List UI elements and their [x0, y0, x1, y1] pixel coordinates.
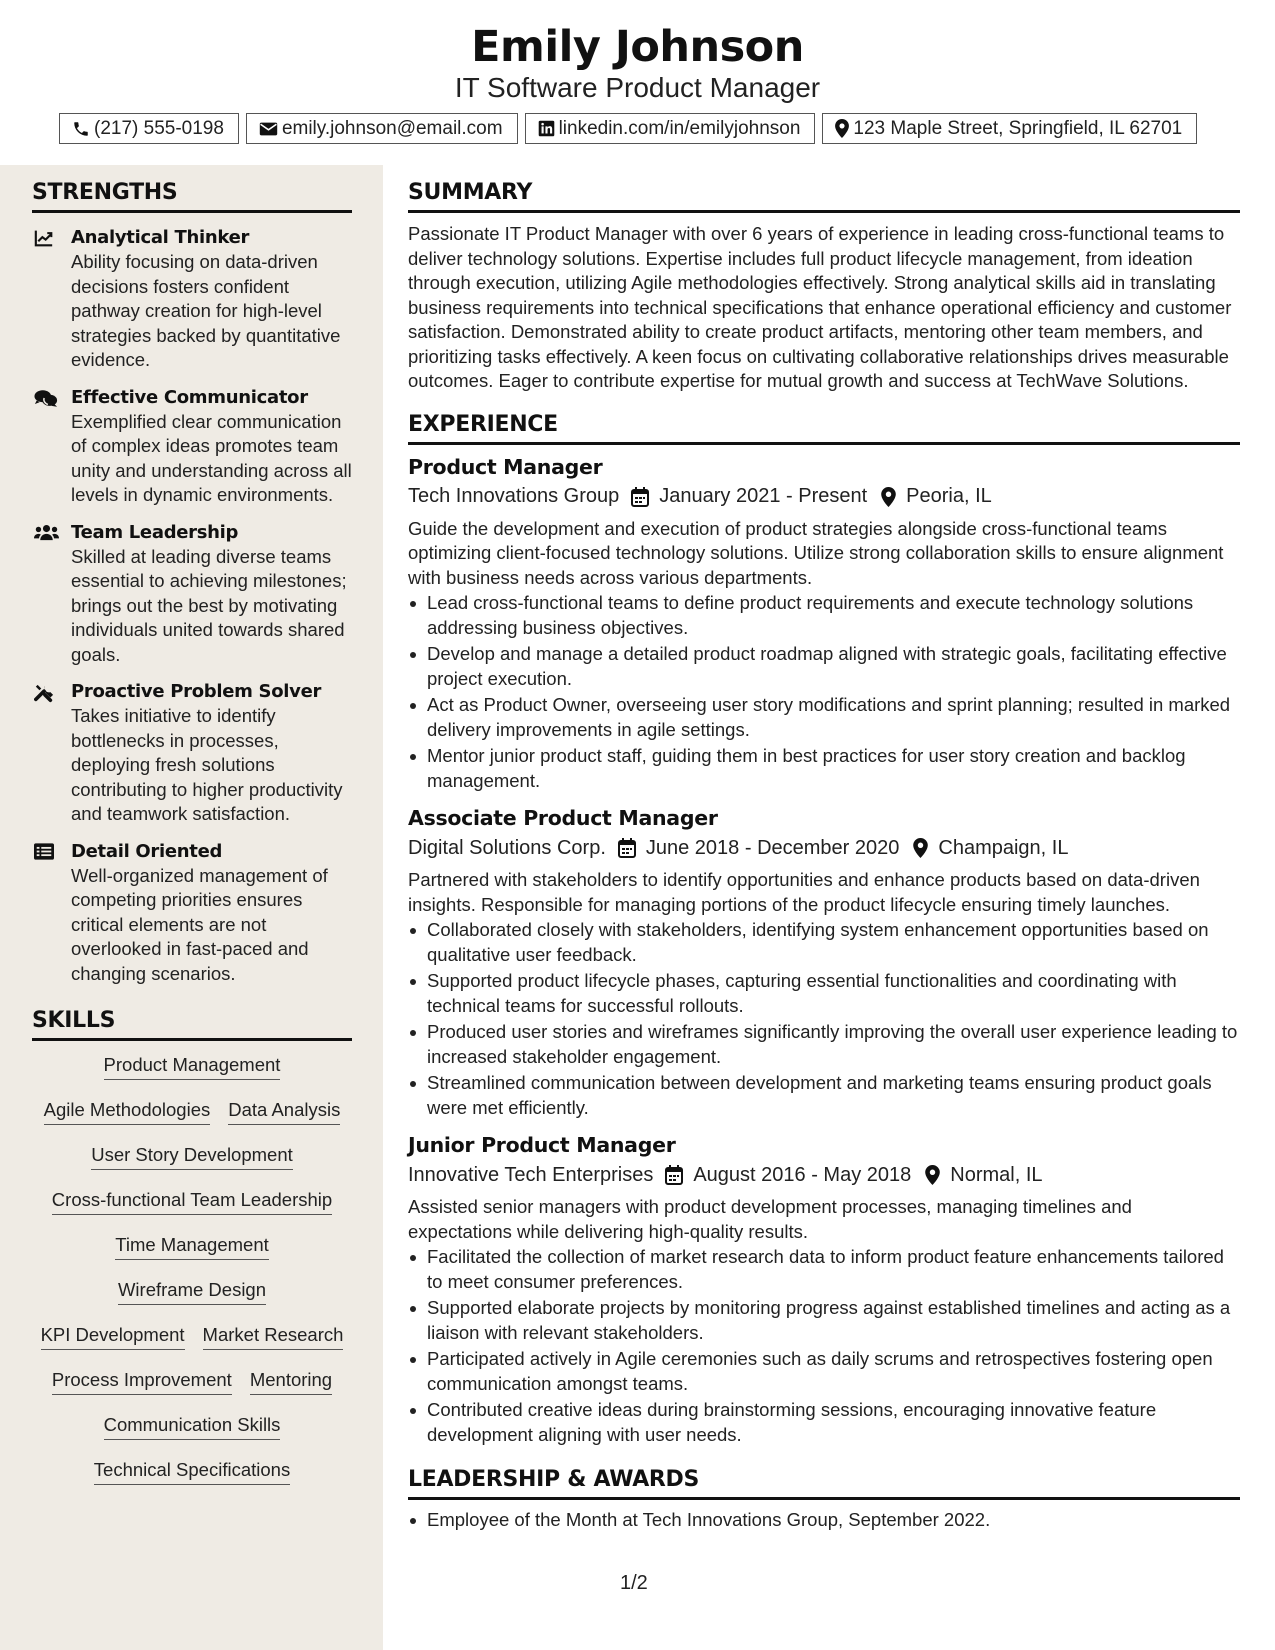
skill-tag: Data Analysis [228, 1098, 340, 1125]
job-dates: June 2018 - December 2020 [645, 836, 900, 859]
skill-tag: Agile Methodologies [44, 1098, 211, 1125]
strength-title: Proactive Problem Solver [71, 681, 322, 702]
strength-title: Analytical Thinker [71, 227, 250, 248]
job-description: Partnered with stakeholders to identify opportunities and enhance products based on data-driven insights. Responsible for managing portions of the product lifecycle ensuring timely launches. [408, 869, 1200, 915]
strength-item [32, 522, 352, 668]
job-bullets [408, 918, 1240, 1120]
bullet-item: Develop and manage a detailed product roadmap aligned with strategic goals, facilitating effective project execution. [408, 642, 1240, 691]
job-location: Normal, IL [950, 1163, 1043, 1186]
contact-address[interactable] [822, 113, 1197, 144]
phone-icon [72, 120, 90, 138]
users-icon [34, 524, 56, 544]
email-text: emily.johnson@email.com [281, 117, 503, 139]
strength-desc: Ability focusing on data-driven decisions fosters confident pathway creation for high-level strategies backed by quantitative evidence. [71, 251, 341, 370]
job-role: Junior Product Manager [408, 1133, 676, 1157]
comments-icon [34, 389, 56, 409]
bullet-item: Act as Product Owner, overseeing user story modifications and sprint planning; resulted in marked delivery improvements in agile settings. [408, 693, 1240, 742]
job-entry [408, 454, 1240, 794]
strength-desc: Well-organized management of competing priorities ensures critical elements are not overlooked in fast-paced and changing scenarios. [71, 864, 328, 984]
contact-bar [59, 113, 1197, 145]
experience-heading: EXPERIENCE [408, 412, 1240, 445]
skills-heading: SKILLS [32, 1008, 352, 1041]
strength-desc: Skilled at leading diverse teams essential to achieving milestones; brings out the best by motivating individuals united towards shared goals. [71, 545, 347, 665]
skill-tag: Process Improvement [52, 1368, 232, 1395]
map-pin-icon [913, 838, 928, 858]
bullet-item: Produced user stories and wireframes significantly improving the overall user experience leading to increased stakeholder engagement. [408, 1020, 1240, 1069]
envelope-icon [259, 121, 278, 137]
tools-icon [34, 683, 56, 703]
skill-tag: Time Management [115, 1233, 269, 1260]
job-bullets [408, 1245, 1240, 1447]
strength-item [32, 841, 352, 987]
job-company: Digital Solutions Corp. [408, 836, 606, 859]
awards-list [408, 1508, 1240, 1533]
linkedin-text: linkedin.com/in/emilyjohnson [558, 117, 801, 139]
calendar-icon [618, 838, 636, 858]
contact-linkedin[interactable] [525, 113, 816, 144]
contact-email[interactable] [246, 113, 518, 144]
job-location: Peoria, IL [906, 485, 992, 507]
summary-heading: SUMMARY [408, 180, 1240, 213]
strength-desc: Takes initiative to identify bottlenecks in processes, deploying fresh solutions contributing to higher productivity and teamwork satisfaction. [71, 705, 343, 824]
linkedin-icon [538, 120, 555, 137]
job-dates: January 2021 - Present [659, 485, 868, 507]
address-text: 123 Maple Street, Springfield, IL 62701 [853, 117, 1183, 139]
bullet-item: Supported product lifecycle phases, capturing essential functionalities and coordinating with technical teams for successful rollouts. [408, 969, 1240, 1018]
strength-item [32, 227, 352, 373]
job-company: Innovative Tech Enterprises [408, 1163, 654, 1186]
job-role: Product Manager [408, 454, 603, 479]
calendar-icon [631, 487, 649, 507]
sidebar [0, 165, 383, 1650]
award-item: Employee of the Month at Tech Innovations Group, September 2022. [408, 1508, 1240, 1533]
bullet-item: Contributed creative ideas during brainstorming sessions, encouraging innovative feature development aligning with user needs. [408, 1398, 1240, 1447]
strengths-heading: STRENGTHS [32, 180, 352, 213]
strength-title: Effective Communicator [71, 386, 308, 408]
page-number: 1/2 [620, 1572, 648, 1594]
chart-line-icon [34, 229, 56, 249]
skills-list [32, 1053, 352, 1503]
skill-tag: User Story Development [91, 1143, 293, 1170]
bullet-item: Collaborated closely with stakeholders, identifying system enhancement opportunities based on qualitative user feedback. [408, 918, 1240, 967]
skill-tag: KPI Development [41, 1323, 185, 1350]
bullet-item: Streamlined communication between development and marketing teams ensuring product goals were met efficiently. [408, 1071, 1240, 1120]
skill-tag: Wireframe Design [118, 1278, 266, 1305]
job-location: Champaign, IL [938, 836, 1069, 859]
job-bullets [408, 591, 1240, 793]
job-dates: August 2016 - May 2018 [693, 1163, 912, 1186]
main-content [408, 180, 1240, 1535]
skill-tag: Mentoring [250, 1368, 332, 1395]
bullet-item: Supported elaborate projects by monitoring progress against established timelines and acting as a liaison with relevant stakeholders. [408, 1296, 1240, 1345]
bullet-item: Facilitated the collection of market research data to inform product feature enhancements tailored to meet consumer preferences. [408, 1245, 1240, 1294]
calendar-icon [665, 1165, 683, 1185]
map-pin-icon [925, 1165, 940, 1185]
skill-tag: Product Management [104, 1053, 281, 1080]
strength-title: Detail Oriented [71, 840, 223, 862]
job-meta [408, 483, 1240, 511]
job-meta [408, 1161, 1240, 1189]
map-pin-icon [881, 487, 896, 507]
job-company: Tech Innovations Group [408, 485, 620, 507]
awards-heading: LEADERSHIP & AWARDS [408, 1467, 1240, 1500]
contact-phone[interactable] [59, 113, 239, 144]
job-description: Guide the development and execution of product strategies alongside cross-functional teams optimizing client-focused technology solutions. Utilize strong collaboration skills to ensure alignment with business needs across various departments. [408, 517, 1224, 588]
strength-desc: Exemplified clear communication of complex ideas promotes team unity and understanding across all levels in dynamic environments. [71, 410, 352, 505]
skill-tag: Communication Skills [104, 1413, 281, 1440]
job-entry [408, 805, 1240, 1120]
summary-text: Passionate IT Product Manager with over 6 years of experience in leading cross-functional teams to deliver technology solutions. Expertise includes full product lifecycle management, from ideation through execution, utilizing Agile methodologies effectively. Strong analytical skills aid in translating business requirements into technical specifications that enhance operational efficiency and customer satisfaction. Demonstrated ability to create product artifacts, mentoring other team members, and prioritizing tasks effectively. A keen focus on cultivating collaborative relationships drives measurable outcomes. Eager to contribute expertise for mutual growth and success at TechWave Solutions. [408, 223, 1232, 391]
map-pin-icon [835, 119, 849, 138]
bullet-item: Participated actively in Agile ceremonies such as daily scrums and retrospectives fostering open communication amongst teams. [408, 1347, 1240, 1396]
job-description: Assisted senior managers with product development processes, managing timelines and expectations while delivering high-quality results. [408, 1196, 1132, 1242]
strength-item [32, 387, 352, 508]
resume-header [0, 0, 1275, 160]
bullet-item: Lead cross-functional teams to define product requirements and execute technology solutions addressing business objectives. [408, 591, 1240, 640]
job-role: Associate Product Manager [408, 806, 718, 830]
skill-tag: Cross-functional Team Leadership [52, 1188, 332, 1215]
candidate-name: Emily Johnson [471, 22, 804, 72]
skill-tag: Technical Specifications [94, 1458, 290, 1485]
bullet-item: Mentor junior product staff, guiding them in best practices for user story creation and backlog management. [408, 744, 1240, 793]
skill-tag: Market Research [203, 1323, 344, 1350]
list-icon [34, 843, 56, 863]
strength-item [32, 681, 352, 827]
phone-text: (217) 555-0198 [94, 117, 224, 139]
candidate-title: IT Software Product Manager [454, 72, 821, 103]
strength-title: Team Leadership [71, 521, 239, 543]
job-meta [408, 834, 1240, 862]
job-entry [408, 1132, 1240, 1447]
